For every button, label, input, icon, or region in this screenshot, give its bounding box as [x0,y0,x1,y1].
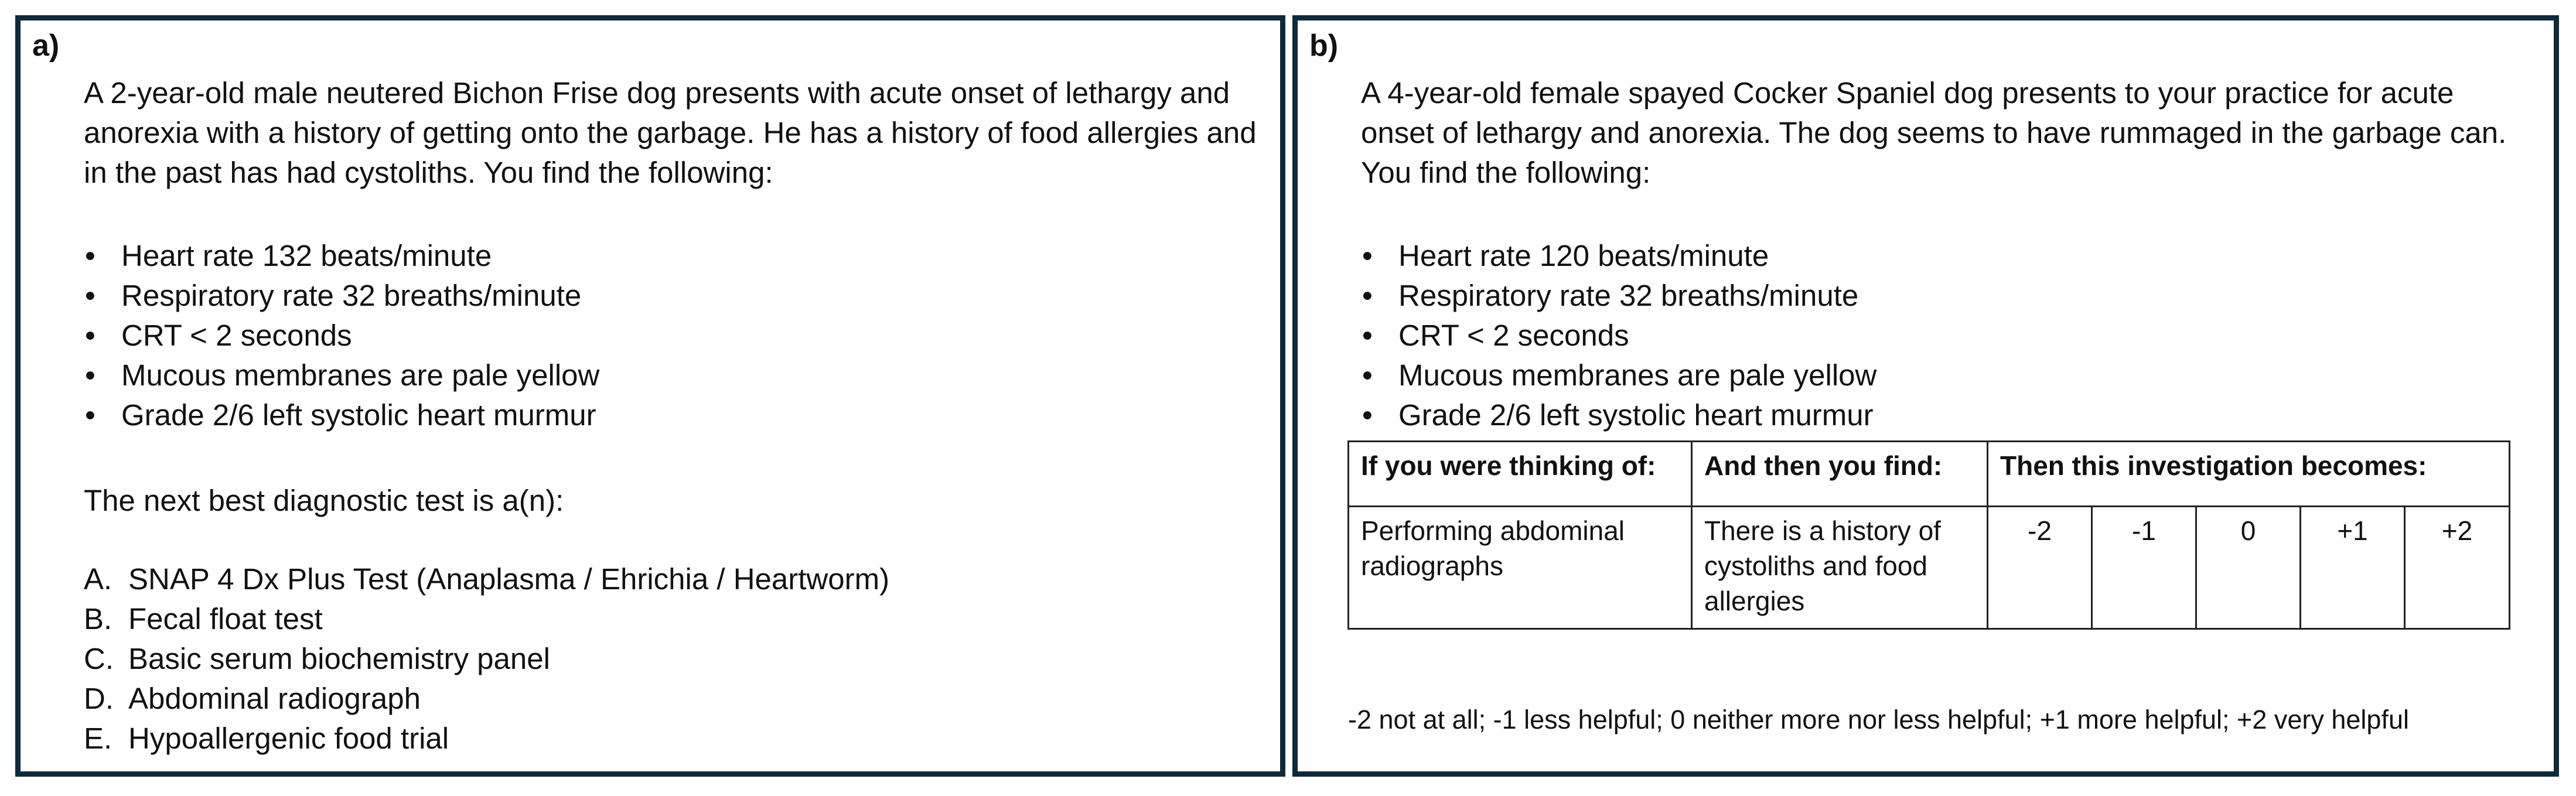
finding-text: CRT < 2 seconds [121,319,352,352]
finding-text: Grade 2/6 left systolic heart murmur [1398,398,1874,432]
list-item [84,395,599,435]
bullet-icon: • [85,279,95,312]
bullet-icon: • [1362,239,1373,272]
findings-list [84,236,599,435]
answer-option-e[interactable] [84,719,889,759]
script-concordance-table [1347,440,2510,630]
score-option-minus-2[interactable]: -2 [1988,507,2092,629]
panel-b [1292,15,2559,777]
option-text: Basic serum biochemistry panel [128,642,550,675]
answer-option-d[interactable] [84,679,889,719]
finding-text: Mucous membranes are pale yellow [1398,358,1877,392]
score-option-plus-2[interactable]: +2 [2405,507,2510,629]
list-item [1361,356,1876,395]
case-description: A 4-year-old female spayed Cocker Spaniel dog presents to your practice for acute onset of lethargy and anorexia. The dog seems to have rummaged in the garbage can. You find the following: [1361,76,2507,189]
option-letter: C. [84,642,114,675]
option-letter: B. [84,602,112,636]
finding-text: Grade 2/6 left systolic heart murmur [121,398,596,432]
list-item [84,356,599,395]
panel-label: b) [1309,29,1339,63]
bullet-icon: • [1362,358,1373,392]
finding-text: Mucous membranes are pale yellow [121,358,600,392]
score-option-plus-1[interactable]: +1 [2301,507,2405,629]
bullet-icon: • [85,398,95,432]
list-item [84,236,599,276]
table-row [1349,507,2510,629]
option-text: Hypoallergenic food trial [128,722,449,755]
answer-option-a[interactable] [84,559,889,599]
list-item [84,316,599,356]
bullet-icon: • [1362,398,1373,432]
question-prompt: The next best diagnostic test is a(n): [84,484,564,517]
list-item [1361,316,1876,356]
header-finding: And then you find: [1692,442,1988,507]
option-text: Abdominal radiograph [128,682,421,715]
option-letter: A. [84,562,112,596]
answer-option-b[interactable] [84,599,889,639]
list-item [1361,395,1876,435]
answer-option-c[interactable] [84,639,889,679]
cell-finding: There is a history of cystoliths and food allergies [1692,507,1988,629]
findings-list [1361,236,1876,435]
panel-a [15,15,1285,777]
option-letter: D. [84,682,114,715]
finding-text: Respiratory rate 32 breaths/minute [121,279,582,312]
score-option-0[interactable]: 0 [2196,507,2301,629]
option-letter: E. [84,722,112,755]
finding-text: Heart rate 120 beats/minute [1398,239,1769,272]
finding-text: CRT < 2 seconds [1398,319,1629,352]
bullet-icon: • [1362,319,1373,352]
list-item [1361,236,1876,276]
header-investigation: Then this investigation becomes: [1988,442,2510,507]
list-item [84,276,599,316]
finding-text: Heart rate 132 beats/minute [121,239,492,272]
case-description: A 2-year-old male neutered Bichon Frise dog presents with acute onset of lethargy and anorexia with a history of getting onto the garbage. He has a history of food allergies and in the past has had cystoliths. You find the following: [84,76,1257,189]
option-text: Fecal float test [128,602,323,636]
cell-thinking: Performing abdominal radiographs [1349,507,1692,629]
bullet-icon: • [85,358,95,392]
option-text: SNAP 4 Dx Plus Test (Anaplasma / Ehrichia / Heartworm) [128,562,890,596]
scale-legend: -2 not at all; -1 less helpful; 0 neither more nor less helpful; +1 more helpful; +2 very helpful [1348,705,2409,734]
answer-options [84,559,889,759]
bullet-icon: • [85,319,95,352]
bullet-icon: • [85,239,95,272]
score-option-minus-1[interactable]: -1 [2092,507,2196,629]
header-thinking: If you were thinking of: [1349,442,1692,507]
panel-label: a) [32,29,60,63]
finding-text: Respiratory rate 32 breaths/minute [1398,279,1859,312]
list-item [1361,276,1876,316]
table-header-row [1349,442,2510,507]
bullet-icon: • [1362,279,1373,312]
